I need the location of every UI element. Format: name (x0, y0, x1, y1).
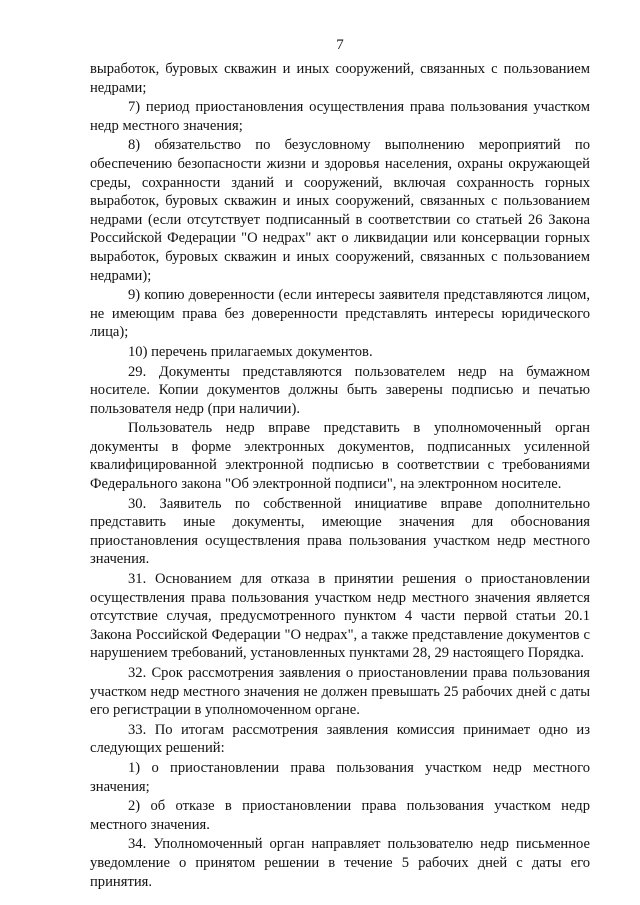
paragraph-item-8: 8) обязательство по безусловному выполнению мероприятий по обеспечению безопасности жизни и здоровья населения, охраны окружающей среды, сохранности зданий и сооружений, включая сохранность горных выработок, буровых скважин и иных сооружений, связанных с пользованием недрами (если отсутствует подписанный в соответствии со статьей 26 Закона Российской Федерации "О недрах" акт о ликвидации или консервации горных выработок, буровых скважин и иных сооружений, связанных с пользованием недрами); (90, 137, 590, 284)
paragraph-continuation: выработок, буровых скважин и иных сооружений, связанных с пользованием недрами; (90, 61, 590, 96)
paragraph-33-option-2: 2) об отказе в приостановлении права пользования участком недр местного значения. (90, 798, 590, 833)
paragraph-item-7: 7) период приостановления осуществления права пользования участком недр местного значения; (90, 99, 590, 134)
document-page (90, 36, 590, 891)
paragraph-32: 32. Срок рассмотрения заявления о приостановлении права пользования участком недр местного значения не должен превышать 25 рабочих дней с даты его регистрации в уполномоченном органе. (90, 665, 590, 719)
paragraph-33: 33. По итогам рассмотрения заявления комиссия принимает одно из следующих решений: (90, 721, 590, 757)
paragraph-29-electronic: Пользователь недр вправе представить в уполномоченный орган документы в форме электронных документов, подписанных усиленной квалифицированной электронной подписью в соответствии с требованиями Федерального закона "Об электронной подписи", на электронном носителе. (90, 420, 590, 493)
paragraph-33-option-1: 1) о приостановлении права пользования участком недр местного значения; (90, 759, 590, 795)
paragraph-item-10: 10) перечень прилагаемых документов. (128, 343, 373, 360)
paragraph-31: 31. Основанием для отказа в принятии решения о приостановлении осуществления права пользования участком недр местного значения является отсутствие случая, предусмотренного пунктом 4 части первой статьи 20.1 Закона Российской Федерации "О недрах", а также представление документов с нарушением требований, установленных пунктами 28, 29 настоящего Порядка. (90, 571, 590, 662)
page-number: 7 (336, 37, 344, 53)
paragraph-30: 30. Заявитель по собственной инициативе вправе дополнительно представить иные документы, имеющие значения для обоснования приостановления осуществления права пользования участком недр местного значения. (90, 495, 590, 568)
paragraph-29: 29. Документы представляются пользователем недр на бумажном носителе. Копии документов должны быть заверены подписью и печатью пользователя недр (при наличии). (90, 363, 590, 417)
paragraph-34: 34. Уполномоченный орган направляет пользователю недр письменное уведомление о принятом решении в течение 5 рабочих дней с даты его принятия. (90, 836, 590, 890)
paragraph-item-9: 9) копию доверенности (если интересы заявителя представляются лицом, не имеющим права без доверенности представлять интересы юридического лица); (90, 287, 590, 341)
